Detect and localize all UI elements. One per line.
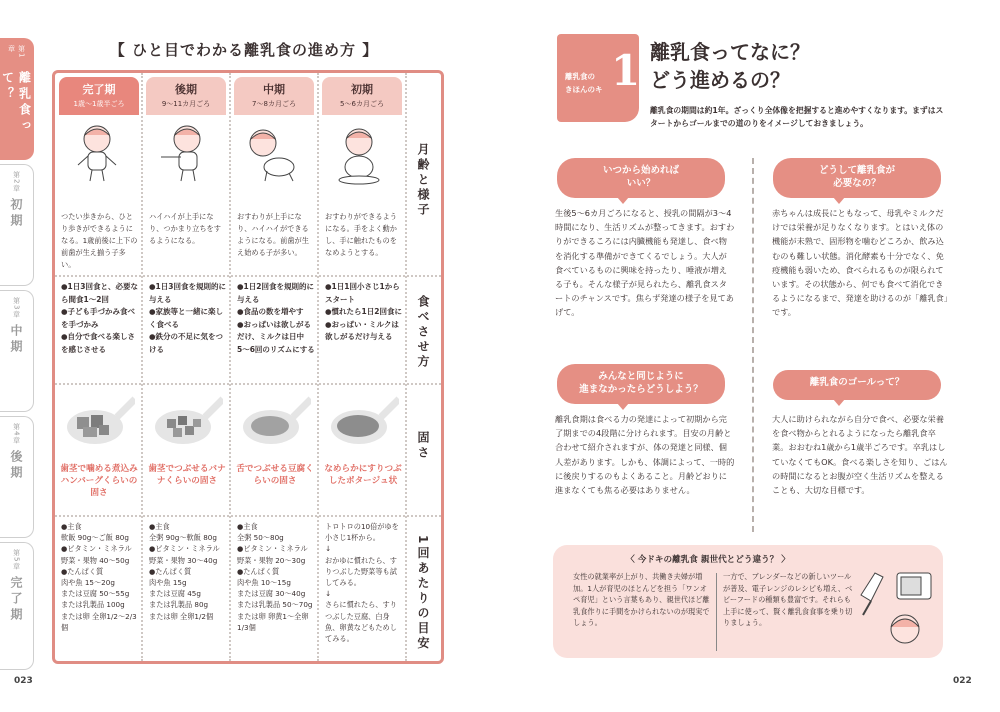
column-divider <box>229 73 231 661</box>
feeding-text: ●1日3回食と、必要なら間食1〜2回 ●子ども手づかみ食べを手づかみ ●自分で食べる楽しさを感じさせる <box>61 282 138 354</box>
stage-header-shoki <box>322 77 402 115</box>
chapter-tabs <box>0 38 34 670</box>
texture-text: 歯茎で噛める煮込みハンバーグくらいの固さ <box>60 464 138 498</box>
stage-name: 完了期 <box>82 83 116 96</box>
answer-text: 赤ちゃんは成長にともなって、母乳やミルクだけでは栄養が足りなくなります。とはいえ体の機能が未熟で、固形物を噛むどころか、飲み込むのも難しい状態。消化酵素も十分でなく、免疫機能も弱いため、食べられるものが限られています。その状態から、何でも食べて消化できるようになるまで、発達を助けるのが「離乳食」です。 <box>772 208 948 318</box>
section-title <box>650 38 810 94</box>
page-title: 【 ひと目でわかる離乳食の進め方 】 <box>109 41 379 59</box>
spoon-food-image <box>153 395 223 447</box>
row-divider <box>55 515 441 517</box>
tab-chapter-label: 第1章 <box>7 45 26 59</box>
note-left-text: 女性の就業率が上がり、共働き夫婦が増加。1人が育児のほとんどを担う「ワンオペ育児」という言葉もあり、親世代ほど離乳食作りに手間をかけられないのが現実でしょう。 <box>573 572 710 627</box>
tab-chapter-name: 離乳食って？ <box>0 70 32 135</box>
column-divider <box>752 158 754 532</box>
question-bubble: どうして離乳食が 必要なの？ <box>773 158 941 198</box>
stage-name: 初期 <box>351 83 373 96</box>
page-number-right: 022 <box>953 676 972 686</box>
title-line-1: 離乳食ってなに？ <box>650 40 810 64</box>
baby-standing-illustration <box>157 123 209 185</box>
stage-name: 後期 <box>175 83 197 96</box>
baby-crawling-illustration <box>245 125 297 187</box>
feeding-text: ●1日1回小さじ1からスタート ●慣れたら1日2回食に ●おっぱい・ミルクは欲しがるだけ与える <box>325 282 402 341</box>
tab-chapter-label: 第2章 <box>12 171 21 193</box>
state-text: おすわりができるようになる。手をよく動かし、手に触れたものをなめようとする。 <box>325 212 397 257</box>
tab-chapter-1[interactable] <box>0 38 34 160</box>
tab-chapter-name: 初期 <box>9 198 23 231</box>
amount-text: ●主食 軟飯 90g〜ご飯 80g ●ビタミン・ミネラル 野菜・果物 40〜50g ●たんぱく質 肉や魚 15〜20g または豆腐 50〜55g または乳製品 100g または卵 全卵1/2〜2/3個 <box>61 522 137 632</box>
row-divider <box>55 275 441 277</box>
state-text: つたい歩きから、ひとり歩きができるようになる。1歳前後に上下の前歯が生え揃う子多い。 <box>61 212 138 269</box>
stage-age: 1歳〜1歳半ごろ <box>73 100 125 108</box>
stage-header-kanryo <box>59 77 139 115</box>
question-bubble: 離乳食のゴールって？ <box>773 370 941 400</box>
amount-text: ●主食 全粥 90g〜軟飯 80g ●ビタミン・ミネラル 野菜・果物 30〜40g ●たんぱく質 肉や魚 15g または豆腐 45g または乳製品 80g または卵 全卵1/2個 <box>149 522 220 621</box>
title-line-2: どう進めるの？ <box>650 68 790 92</box>
tab-chapter-name: 中期 <box>9 324 23 357</box>
tab-chapter-2[interactable] <box>0 164 34 286</box>
step-number: 1 <box>611 46 641 95</box>
row-label: 1回あたりの目安 <box>416 535 430 652</box>
tab-chapter-label: 第4章 <box>12 423 21 445</box>
feeding-text: ●1日3回食を規則的に与える ●家族等と一緒に楽しく食べる ●鉄分の不足に気をつける <box>149 282 226 354</box>
amount-text: トロトロの10倍がゆを小さじ1杯から。 ↓ おかゆに慣れたら、すりつぶした野菜等も試してみる。 ↓ さらに慣れたら、すりつぶした豆腐、白身魚、卵黄などもためしてみる。 <box>325 522 399 644</box>
intro-text: 離乳食の期間は約1年。ざっくり全体像を把握すると進めやすくなります。まずはスタートからゴールまでの道のりをイメージしておきましょう。 <box>650 106 944 128</box>
texture-text: 舌でつぶせる豆腐くらいの固さ <box>236 464 314 486</box>
texture-text: 歯茎でつぶせるバナナくらいの固さ <box>148 464 226 486</box>
spoon-food-image <box>241 395 311 447</box>
stage-name: 中期 <box>263 83 285 96</box>
stage-header-chuki <box>234 77 314 115</box>
answer-text: 離乳食期は食べる力の発達によって初期から完了期までの4段階に分けられます。目安の月齢と合わせて紹介されますが、体の発達と同様、個人差があります。しかも、体調によって、一時的に後戻りするのもよくあること。月齢どおりに進まなくても焦る必要はありません。 <box>555 414 735 496</box>
state-text: おすわりが上手になり、ハイハイができるようになる。前歯が生え始める子が多い。 <box>237 212 309 257</box>
baby-walking-illustration <box>71 123 123 185</box>
step-label: 離乳食の きほんのキ <box>565 72 603 94</box>
row-label: 固さ <box>416 431 430 461</box>
tab-chapter-5[interactable] <box>0 542 34 670</box>
texture-text: なめらかにすりつぶしたポタージュ状 <box>324 464 402 486</box>
stage-age: 9〜11カ月ごろ <box>161 100 211 108</box>
baby-sitting-illustration <box>333 125 385 187</box>
answer-text: 生後5〜6カ月ごろになると、授乳の間隔が3〜4時間になり、生活リズムが整ってきます。おすわりができるころには内臓機能も発達し、食べ物を消化する準備ができてくるでしょう。大人が食べているものに興味を持ったり、唾液が増える子も。そんな様子が見られたら、離乳食スタートのチャンスです。焦らず発達の様子を見てあげて。 <box>555 208 735 318</box>
question-bubble: いつから始めれば いい？ <box>557 158 725 198</box>
step-badge <box>557 34 639 122</box>
answer-text: 大人に助けられながら自分で食べ、必要な栄養を食べ物からとれるようになったら離乳食卒業。おおむね1歳から1歳半ごろです。卒乳はしていなくてもOK。食べる楽しさを知り、ごはんの時間になるとお腹が空く生活リズムを整えることも、大切な目標です。 <box>772 414 948 496</box>
row-label: 月齢と様子 <box>416 143 430 218</box>
column-divider <box>405 73 407 661</box>
tab-chapter-name: 後期 <box>9 450 23 483</box>
spoon-food-image <box>65 395 135 447</box>
row-label: 食べさせ方 <box>416 295 430 370</box>
stage-table <box>52 70 444 664</box>
tab-chapter-label: 第5章 <box>12 549 21 571</box>
tab-chapter-label: 第3章 <box>12 297 21 319</box>
note-divider <box>716 573 717 651</box>
stage-age: 5〜6カ月ごろ <box>340 100 384 108</box>
tab-chapter-3[interactable] <box>0 290 34 412</box>
row-divider <box>55 383 441 385</box>
stage-age: 7〜8カ月ごろ <box>252 100 296 108</box>
page-number-left: 023 <box>14 676 33 686</box>
column-note-box <box>553 545 943 658</box>
feeding-text: ●1日2回食を規則的に与える ●食品の数を増やす ●おっぱいは欲しがるだけ、ミルクは日中5〜6回のリズムにする <box>237 282 315 354</box>
note-title: 〈 今ドキの離乳食 親世代とどう違う？ 〉 <box>626 555 790 565</box>
note-right-text: 一方で、ブレンダーなどの新しいツールが普及、電子レンジのレシピも増え、ベビーフードの種類も豊富です。それらも上手に使って、賢く離乳食食事を乗り切りましょう。 <box>723 572 853 627</box>
spoon-food-image <box>329 395 399 447</box>
amount-text: ●主食 全粥 50〜80g ●ビタミン・ミネラル 野菜・果物 20〜30g ●たんぱく質 肉や魚 10〜15g または豆腐 30〜40g または乳製品 50〜70g または卵 卵黄1〜全卵1/3個 <box>237 522 313 632</box>
kitchen-tools-illustration <box>853 555 939 653</box>
tab-chapter-4[interactable] <box>0 416 34 538</box>
question-bubble: みんなと同じように 進まなかったらどうしよう？ <box>557 364 725 404</box>
stage-header-koki <box>146 77 226 115</box>
tab-chapter-name: 完了期 <box>9 576 23 625</box>
state-text: ハイハイが上手になり、つかまり立ちをするようになる。 <box>149 212 221 245</box>
column-divider <box>317 73 319 661</box>
column-divider <box>141 73 143 661</box>
